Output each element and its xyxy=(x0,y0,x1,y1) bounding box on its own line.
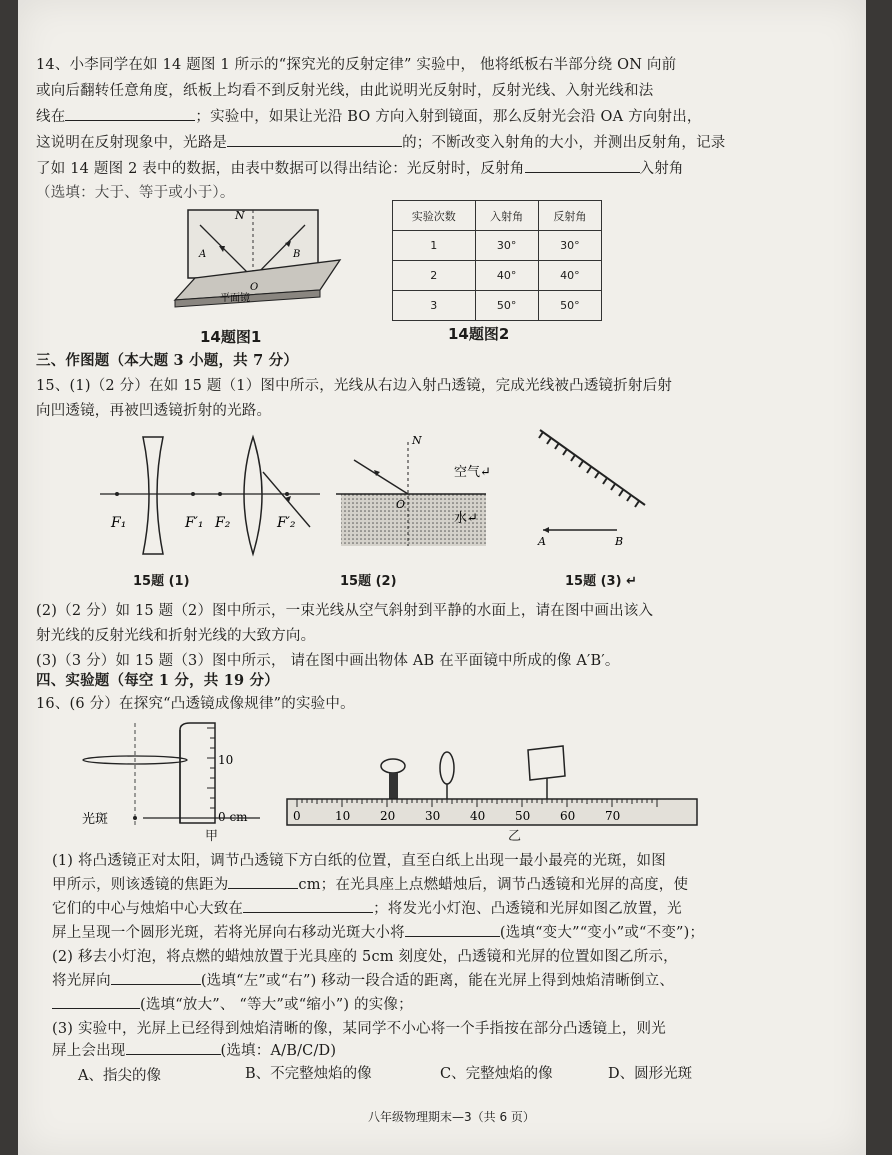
q16-2-line3 xyxy=(52,994,413,1016)
option-b[interactable]: B、不完整烛焰的像 xyxy=(245,1066,372,1082)
table-cell: 40° xyxy=(538,261,601,291)
label-A: A xyxy=(199,249,207,260)
q14-line4 xyxy=(36,132,726,154)
table-cell: 30° xyxy=(475,231,538,261)
fig15-2-caption: 15题 (2) xyxy=(340,574,397,589)
fig15-1-caption: 15题 (1) xyxy=(133,574,190,589)
refraction-figure xyxy=(336,430,496,550)
answer-blank[interactable] xyxy=(525,158,640,173)
arrow-icon xyxy=(543,527,549,533)
answer-blank[interactable] xyxy=(405,922,500,937)
label-N: N xyxy=(235,209,245,222)
q14-line3 xyxy=(36,106,702,128)
q16-1-line3-start: 它们的中心与烛焰中心大致在 xyxy=(52,901,244,917)
label-F1: F₁ xyxy=(111,515,127,531)
q16-1-line2 xyxy=(52,874,688,896)
table-header-cell: 反射角 xyxy=(538,201,601,231)
fig15-3-caption: 15题 (3) ↵ xyxy=(565,574,637,589)
label-O: O xyxy=(396,498,406,511)
q16-2-line2-start: 将光屏向 xyxy=(52,973,111,989)
table-cell: 30° xyxy=(538,231,601,261)
table-cell: 50° xyxy=(538,291,601,321)
focus-point xyxy=(285,492,289,496)
table-row xyxy=(393,231,602,261)
q16-2-line2-end: (选填“左”或“右”) 移动一段合适的距离，能在光屏上得到烛焰清晰倒立、 xyxy=(200,973,675,989)
q16-intro: 16、(6 分）在探究“凸透镜成像规律”的实验中。 xyxy=(36,696,355,712)
label-B: B xyxy=(615,535,624,548)
label-F1-prime: F′₁ xyxy=(185,515,204,531)
table-header-cell: 入射角 xyxy=(475,201,538,231)
mirror-label: 平面镜 xyxy=(220,293,250,304)
focus-point xyxy=(115,492,119,496)
q14-line2: 或向后翻转任意角度，纸板上均看不到反射光线，由此说明光反射时，反射光线、入射光线和法 xyxy=(36,83,654,99)
focus-point xyxy=(191,492,195,496)
answer-blank[interactable] xyxy=(126,1040,221,1055)
table-header-cell: 实验次数 xyxy=(393,201,476,231)
bench-tick-label: 10 xyxy=(335,809,351,823)
q16-1-line2-end: cm；在光具座上点燃蜡烛后，调节凸透镜和光屏的高度，使 xyxy=(298,877,689,893)
light-spot-label: 光斑 xyxy=(82,812,109,827)
q16-1-line3 xyxy=(52,898,682,920)
plane-mirror xyxy=(540,430,645,505)
label-F2: F₂ xyxy=(215,515,231,531)
q16-1-line4-start: 屏上呈现一个圆形光斑，若将光屏向右移动光斑大小将 xyxy=(52,925,405,941)
label-O: O xyxy=(250,282,259,293)
incident-light-ray xyxy=(354,460,408,494)
option-d[interactable]: D、圆形光斑 xyxy=(608,1066,693,1082)
label-B: B xyxy=(293,249,301,260)
q16-3-line2-start: 屏上会出现 xyxy=(52,1043,126,1059)
q14-line3-end: ；实验中，如果让光沿 BO 方向入射到镜面，那么反射光会沿 OA 方向射出， xyxy=(195,109,702,125)
table-row xyxy=(393,261,602,291)
q15-2-line1: (2)（2 分）如 15 题（2）图中所示，一束光线从空气斜射到平静的水面上，请在图中画出该入 xyxy=(36,603,654,619)
answer-blank[interactable] xyxy=(52,994,140,1009)
q16-2-line2 xyxy=(52,970,674,992)
bench-tick-label: 60 xyxy=(560,809,576,823)
table-cell: 1 xyxy=(393,231,476,261)
bench-tick-label: 40 xyxy=(470,809,486,823)
section3-title: 三、作图题（本大题 3 小题，共 7 分） xyxy=(36,352,299,369)
table-header-row xyxy=(393,201,602,231)
q16-3-line2-end: (选填：A/B/C/D) xyxy=(220,1043,337,1059)
bench-tick-label: 30 xyxy=(425,809,441,823)
q16-1-line3-end: ；将发光小灯泡、凸透镜和光屏如图乙放置，光 xyxy=(373,901,682,917)
q16-3-line1: (3) 实验中，光屏上已经得到烛焰清晰的像，某同学不小心将一个手指按在部分凸透镜上，则光 xyxy=(52,1021,666,1037)
q15-1-line2: 向凹透镜，再被凹透镜折射的光路。 xyxy=(36,403,272,419)
table-row xyxy=(393,291,602,321)
q14-line4-end: 的；不断改变入射角的大小，并测出反射角，记录 xyxy=(402,135,726,151)
air-label: 空气↵ xyxy=(454,465,491,480)
label-N: N xyxy=(412,434,422,447)
q14-line5-end: 入射角 xyxy=(639,161,684,177)
q14-line6: （选填：大于、等于或小于）。 xyxy=(36,185,235,201)
q16-1-line2-start: 甲所示，则该透镜的焦距为 xyxy=(52,877,229,893)
fig-yi-caption: 乙 xyxy=(508,829,522,844)
q16-1-line4 xyxy=(52,922,704,944)
q16-3-line2 xyxy=(52,1040,336,1062)
label-F2-prime: F′₂ xyxy=(277,515,296,531)
ruler-ticks xyxy=(207,728,215,818)
q15-2-line2: 射光线的反射光线和折射光线的大致方向。 xyxy=(36,628,316,644)
table-cell: 40° xyxy=(475,261,538,291)
convex-lens xyxy=(244,437,262,554)
q14-line5 xyxy=(36,158,684,180)
ruler xyxy=(180,723,215,823)
answer-blank[interactable] xyxy=(65,106,195,121)
q15-1-line1: 15、(1)（2 分）在如 15 题（1）图中所示，光线从右边入射凸透镜，完成光线被凸透镜折射后射 xyxy=(36,378,673,394)
page-footer: 八年级物理期末—3（共 6 页） xyxy=(368,1110,535,1124)
focus-point xyxy=(218,492,222,496)
reflection-experiment-figure xyxy=(165,205,345,315)
bulb-holder xyxy=(389,773,398,799)
concave-lens xyxy=(143,437,163,554)
fig-jia-caption: 甲 xyxy=(205,829,219,844)
section4-title: 四、实验题（每空 1 分，共 19 分） xyxy=(36,672,279,689)
option-a[interactable]: A、指尖的像 xyxy=(78,1068,161,1084)
bench-tick-label: 70 xyxy=(605,809,621,823)
q14-line3-start: 线在 xyxy=(36,109,66,125)
answer-blank[interactable] xyxy=(111,970,201,985)
optical-bench-figure xyxy=(285,738,705,828)
focal-length-figure xyxy=(80,718,270,838)
q16-1-line1: (1) 将凸透镜正对太阳，调节凸透镜下方白纸的位置，直至白纸上出现一最小最亮的光斑，如图 xyxy=(52,853,666,869)
light-spot xyxy=(133,816,137,820)
bench-tick-label: 20 xyxy=(380,809,396,823)
q14-line4-start: 这说明在反射现象中，光路是 xyxy=(36,135,228,151)
mirror-figure xyxy=(525,425,665,550)
answer-blank[interactable] xyxy=(227,132,402,147)
bench-tick-label: 0 xyxy=(293,809,301,823)
bench-tick-label: 50 xyxy=(515,809,531,823)
light-screen xyxy=(528,746,565,780)
bulb-icon xyxy=(381,759,405,773)
q14-line5-start: 了如 14 题图 2 表中的数据，由表中数据可以得出结论：光反射时，反射角 xyxy=(36,161,525,177)
answer-blank[interactable] xyxy=(243,898,373,913)
mirror-hatching xyxy=(539,432,639,507)
q16-2-line3-text: (选填“放大”、 “等大”或“缩小”) 的实像； xyxy=(140,997,413,1013)
q14-line1: 14、小李同学在如 14 题图 1 所示的“探究光的反射定律” 实验中， 他将纸板右半部分绕 ON 向前 xyxy=(36,57,677,73)
label-A: A xyxy=(538,535,546,548)
lens-figure xyxy=(95,432,325,562)
option-c[interactable]: C、完整烛焰的像 xyxy=(440,1066,553,1082)
ruler-label-0: 0 cm xyxy=(218,810,248,824)
ruler-label-10: 10 xyxy=(218,753,234,767)
q16-1-line4-end: (选填“变大”“变小”或“不变”)； xyxy=(499,925,705,941)
q15-3-line: (3)（3 分）如 15 题（3）图中所示， 请在图中画出物体 AB 在平面镜中所成的像 A′B′。 xyxy=(36,653,620,669)
table-cell: 3 xyxy=(393,291,476,321)
convex-lens xyxy=(440,752,454,784)
water-label: 水↵ xyxy=(454,511,478,526)
fig14-1-caption: 14题图1 xyxy=(200,328,262,346)
answer-blank[interactable] xyxy=(228,874,298,889)
q16-2-line1: (2) 移去小灯泡，将点燃的蜡烛放置于光具座的 5cm 刻度处，凸透镜和光屏的位置如图乙所示， xyxy=(52,949,678,965)
reflection-data-table xyxy=(392,200,602,321)
fig14-2-caption: 14题图2 xyxy=(448,325,510,343)
table-cell: 50° xyxy=(475,291,538,321)
table-cell: 2 xyxy=(393,261,476,291)
